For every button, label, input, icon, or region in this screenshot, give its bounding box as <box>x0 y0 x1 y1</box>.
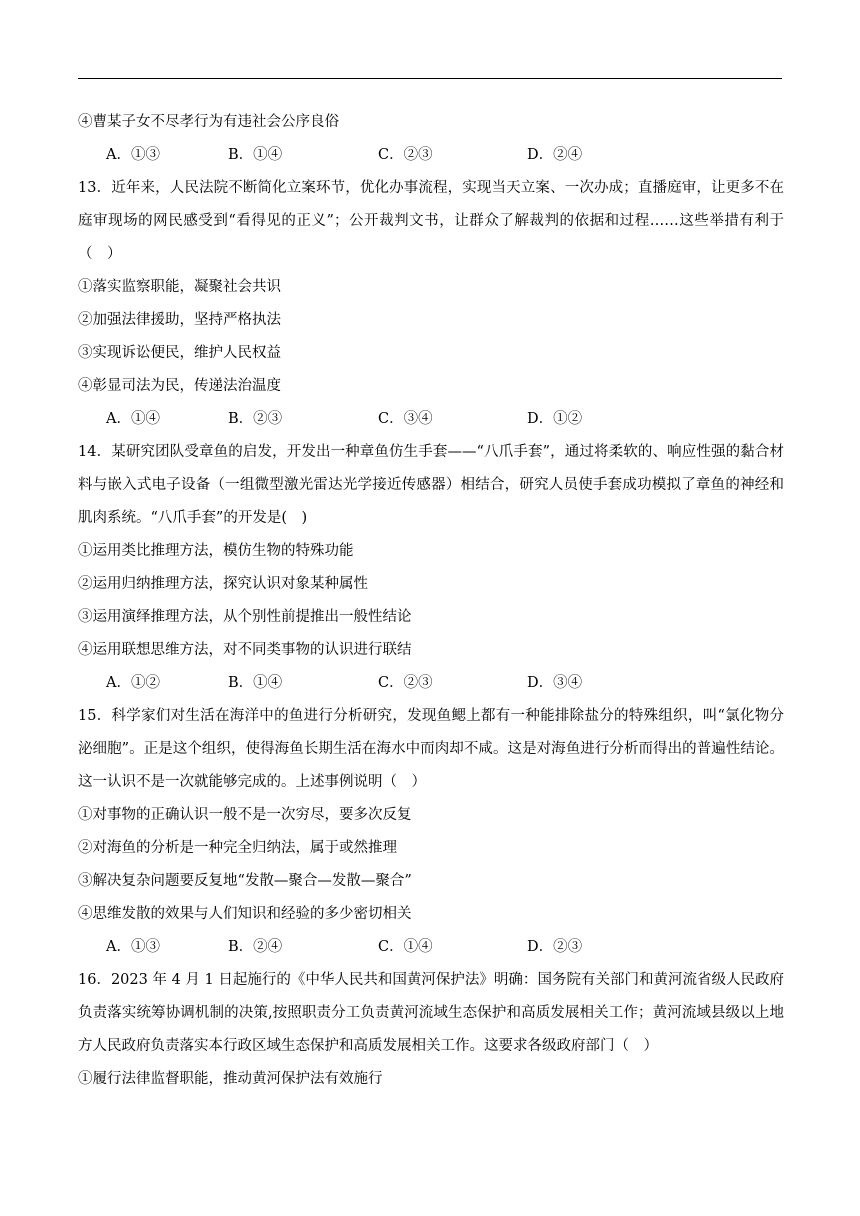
choice-d: D．③④ <box>527 675 583 691</box>
choice-c: C．②③ <box>378 147 433 163</box>
choice-a: A．①② <box>106 675 160 691</box>
choice-d: D．①② <box>527 411 583 427</box>
answer-choices <box>78 667 784 700</box>
choice-b: B．②④ <box>228 939 283 955</box>
choice-c: C．①④ <box>378 939 433 955</box>
option-line: ②运用归纳推理方法，探究认识对象某种属性 <box>78 576 368 592</box>
question-15 <box>78 700 784 964</box>
option-line: ③解决复杂问题要反复地“发散—聚合—发散—聚合” <box>78 873 412 889</box>
answer-choices <box>78 931 784 964</box>
choice-b: B．①④ <box>228 675 283 691</box>
choice-b: B．①④ <box>228 147 283 163</box>
question-16 <box>78 964 784 1096</box>
option-line: ④彰显司法为民，传递法治温度 <box>78 378 281 394</box>
document-body <box>78 106 784 1096</box>
question-stem: 15．科学家们对生活在海洋中的鱼进行分析研究，发现鱼鳃上都有一种能排除盐分的特殊组织，叫“氯化物分泌细胞”。正是这个组织，使得海鱼长期生活在海水中而肉却不咸。这是对海鱼进行分析而得出的普遍性结论。这一认识不是一次就能够完成的。上述事例说明（ ） <box>78 708 784 790</box>
choice-c: C．②③ <box>378 675 433 691</box>
choice-b: B．②③ <box>228 411 283 427</box>
header-rule <box>78 78 782 79</box>
option-line: ①运用类比推理方法，模仿生物的特殊功能 <box>78 543 354 559</box>
option-line: ③运用演绎推理方法，从个别性前提推出一般性结论 <box>78 609 412 625</box>
question-14 <box>78 436 784 700</box>
choice-a: A．①③ <box>106 147 160 163</box>
option-line: ②对海鱼的分析是一种完全归纳法，属于或然推理 <box>78 840 397 856</box>
choice-d: D．②④ <box>527 147 583 163</box>
option-line: ①落实监察职能，凝聚社会共识 <box>78 279 281 295</box>
choice-d: D．②③ <box>527 939 583 955</box>
option-line: ①履行法律监督职能，推动黄河保护法有效施行 <box>78 1071 383 1087</box>
choice-a: A．①③ <box>106 939 160 955</box>
answer-choices <box>78 403 784 436</box>
answer-choices <box>78 139 784 172</box>
question-stem: 16．2023 年 4 月 1 日起施行的《中华人民共和国黄河保护法》明确：国务院有关部门和黄河流省级人民政府负责落实统筹协调机制的决策,按照职责分工负责黄河流域生态保护和高质发展相关工作；黄河流域县级以上地方人民政府负责落实本行政区域生态保护和高质发展相关工作。这要求各级政府部门（ ） <box>78 972 784 1054</box>
choice-a: A．①④ <box>106 411 160 427</box>
option-line: ④思维发散的效果与人们知识和经验的多少密切相关 <box>78 906 412 922</box>
option-line: ①对事物的正确认识一般不是一次穷尽，要多次反复 <box>78 807 412 823</box>
option-line: ④运用联想思维方法，对不同类事物的认识进行联结 <box>78 642 412 658</box>
option-line: ②加强法律援助，坚持严格执法 <box>78 312 281 328</box>
question-stem: 14．某研究团队受章鱼的启发，开发出一种章鱼仿生手套——“八爪手套”，通过将柔软的、响应性强的黏合材料与嵌入式电子设备（一组微型激光雷达光学接近传感器）相结合，研究人员使手套成功模拟了章鱼的神经和肌肉系统。“八爪手套”的开发是( ) <box>78 444 784 526</box>
question-stem: 13．近年来，人民法院不断简化立案环节，优化办事流程，实现当天立案、一次办成；直播庭审，让更多不在庭审现场的网民感受到“看得见的正义”；公开裁判文书，让群众了解裁判的依据和过程……这些举措有利于（ ） <box>78 180 784 262</box>
choice-c: C．③④ <box>378 411 433 427</box>
question-13 <box>78 172 784 436</box>
option-line: ④曹某子女不尽孝行为有违社会公序良俗 <box>78 114 339 130</box>
option-line: ③实现诉讼便民，维护人民权益 <box>78 345 281 361</box>
